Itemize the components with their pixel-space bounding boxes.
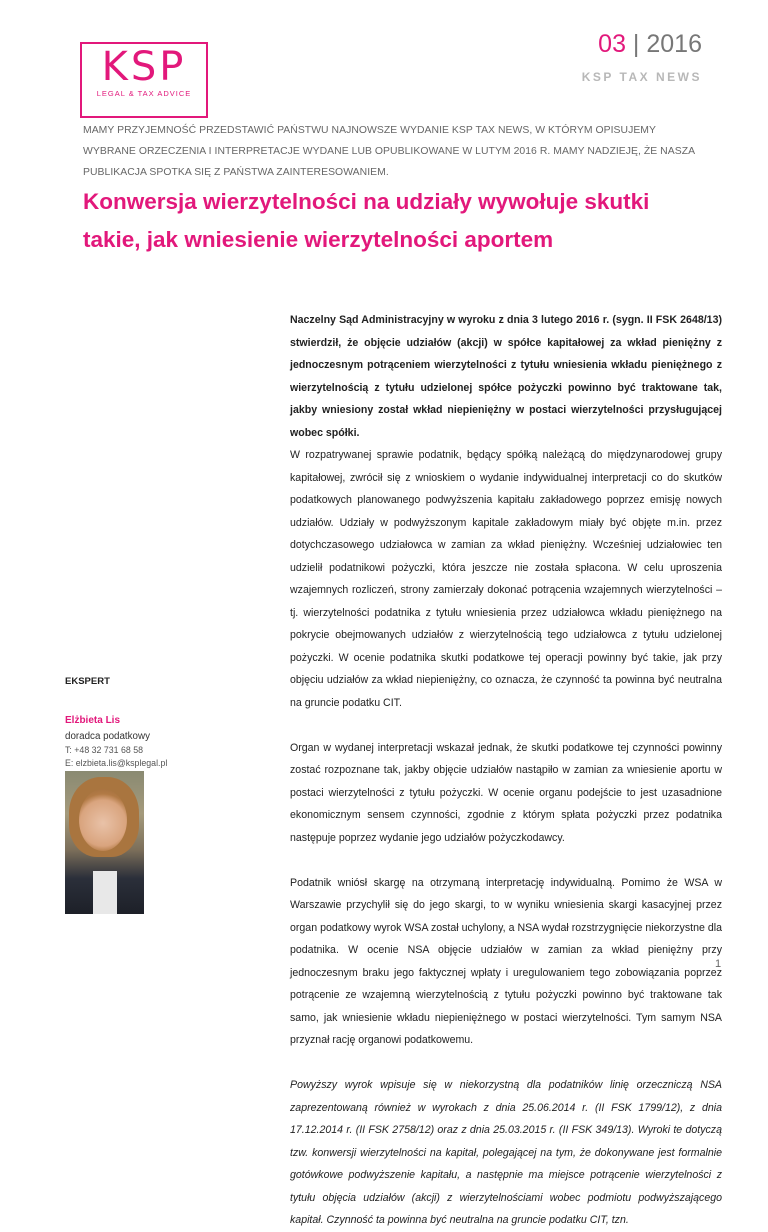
page-number: 1 <box>715 958 722 970</box>
expert-label: EKSPERT <box>65 676 110 687</box>
article-paragraph: Powyższy wyrok wpisuje się w niekorzystną dla podatników linię orzeczniczą NSA zaprezentowaną również w wyrokach z dnia 25.06.2014 r. (II FSK 1799/12), z dnia 17.12.2014 r. (II FSK 2758/12) oraz z dnia 25.03.2015 r. (II FSK 349/13). Wyroki te dotyczą tzw. konwersji wierzytelności na kapitał, polegającej na tym, że dokonywane jest formalnie gotówkowe podwyższenie kapitału, a następnie ma miejsce potrącenie wierzytelności z tytułu objęcia udziałów (akcji) z wierzytelnościami wobec podmiotu podwyższającego kapitał. Czynność ta powinna być neutralna na gruncie podatku CIT, tzn. <box>290 1079 722 1226</box>
newsletter-name: KSP TAX NEWS <box>581 70 702 84</box>
expert-name: Elżbieta Lis <box>65 715 121 726</box>
issue-year: 2016 <box>646 30 702 58</box>
intro-text: MAMY PRZYJEMNOŚĆ PRZEDSTAWIĆ PAŃSTWU NAJNOWSZE WYDANIE KSP TAX NEWS, W KTÓRYM OPISUJEMY WYBRANE ORZECZENIA I INTERPRETACJE WYDANE LUB OPUBLIKOWANE W LUTYM 2016 R. MAMY NADZIEJĘ, ŻE NASZA PUBLIKACJA SPOTKA SIĘ Z PAŃSTWA ZAINTERESOWANIEM. <box>83 125 695 178</box>
article-lead: Naczelny Sąd Administracyjny w wyroku z dnia 3 lutego 2016 r. (sygn. II FSK 2648/13) stwierdził, że objęcie udziałów (akcji) w spółce kapitałowej za wkład pieniężny z jednoczesnym potrąceniem wierzytelności z tytułu wniesienia wkładu pieniężnego z wierzytelnością z tytułu udzielonej spółce pożyczki powinno być traktowane tak, jakby wniesiony został wkład niepieniężny w postaci wierzytelności przysługującej wobec spółki. <box>290 314 722 439</box>
article-body <box>290 309 722 1232</box>
logo-main: KSP <box>101 44 187 90</box>
expert-photo <box>65 771 144 914</box>
expert-role: doradca podatkowy <box>65 731 150 742</box>
expert-email[interactable]: E: elzbieta.lis@ksplegal.pl <box>65 758 168 768</box>
issue-number <box>598 30 702 59</box>
issue-month: 03 <box>598 30 626 58</box>
article-paragraph: W rozpatrywanej sprawie podatnik, będący spółką należącą do międzynarodowej grupy kapitałowej, zwrócił się z wnioskiem o wydanie indywidualnej interpretacji co do skutków podatkowych planowanego podwyższenia kapitału zakładowego poprzez emisję nowych udziałów. Udziały w podwyższonym kapitale zakładowym miały być objęte m.in. przez dotychczasowego udziałowca w zamian za wkład pieniężny. Wcześniej udziałowiec ten udzielił podatnikowi pożyczki, która jeszcze nie została spłacona. W celu uproszenia wzajemnych rozliczeń, strony zamierzały dokonać potrącenia wzajemnych wierzytelności – tj. wierzytelności podatnika z tytułu wniesienia przez udziałowca wkładu pieniężnego na pokrycie obejmowanych udziałów z wierzytelnością tego udziałowca z tytułu udzielonej pożyczki. W ocenie podatnika skutki podatkowe tej operacji powinny być takie, jak przy objęciu udziałów za wkład niepieniężny, co oznacza, że czynność ta powinna być neutralna na gruncie podatku CIT. <box>290 449 722 709</box>
issue-separator: | <box>625 30 647 58</box>
article-paragraph: Organ w wydanej interpretacji wskazał jednak, że skutki podatkowe tej czynności powinny zostać rozpoznane tak, jakby objęcie udziałów nastąpiło w zamian za wniesienie aportu w postaci wierzytelności z tytułu pożyczki. W ocenie organu podejście to jest uzasadnione ekonomicznym sensem czynności, zgodnie z którym spłata pożyczki przez podatnika następuje poprzez wydanie jego udziałów pożyczkodawcy. <box>290 741 722 844</box>
expert-phone: T: +48 32 731 68 58 <box>65 745 144 755</box>
expert-box <box>65 676 265 768</box>
logo-sub: LEGAL & TAX ADVICE <box>96 89 192 98</box>
article-title: Konwersja wierzytelności na udziały wywołuje skutki takie, jak wniesienie wierzytelności aportem <box>83 189 650 252</box>
ksp-logo <box>80 42 208 118</box>
article-paragraph: Podatnik wniósł skargę na otrzymaną interpretację indywidualną. Pomimo że WSA w Warszawie przychylił się do jego skargi, to w wyniku wniesienia skargi kasacyjnej przez organ podatkowy wyrok WSA został uchylony, a NSA wydał rozstrzygnięcie niekorzystne dla podatnika. W ocenie NSA objęcie udziałów w zamian za wkład pieniężny przy jednoczesnym braku jego faktycznej wpłaty i uregulowaniem tego zobowiązania poprzez potrącenie ze wzajemną wierzytelnością z tytułu pożyczki powinno być traktowane tak samo, jak wniesienie wkładu niepieniężnego w postaci wierzytelności. Tym samym NSA przyznał rację organowi podatkowemu. <box>290 876 722 1046</box>
